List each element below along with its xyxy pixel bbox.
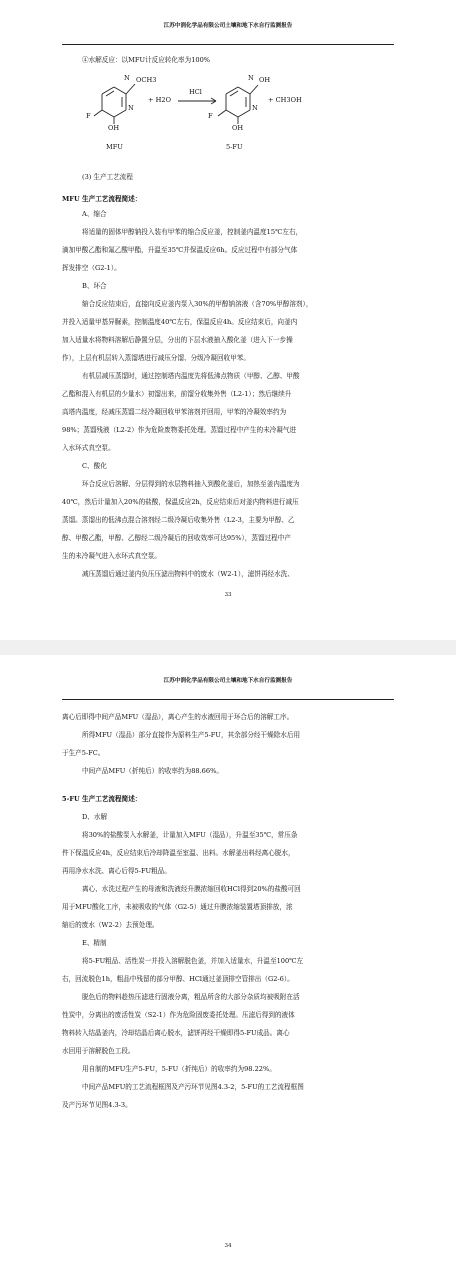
page-number: 33 <box>224 592 232 598</box>
paragraph-line: 将5-FU粗品、活性炭一并投入溶解脱色釜，并加入适量水，升温至100℃左 <box>82 957 304 965</box>
paragraph-line: 有机层减压蒸馏时，通过控制塔内温度先将低沸点物质（甲醇、乙醇、甲酸 <box>82 372 300 380</box>
paragraph-line: 于生产5-FC。 <box>62 749 105 757</box>
paragraph-line: 蒸馏。蒸馏出的低沸点混合溶剂经二级冷凝后收集外售（L2-3，主要为甲醇、乙 <box>62 516 295 524</box>
paragraph-line: 40℃，然后计量加入20%的盐酸，保温反应2h，反应结束后对釜内物料进行减压 <box>62 498 299 506</box>
mfu-n-top: N <box>124 74 130 82</box>
fu-fluorine: F <box>208 112 213 120</box>
mfu-hydroxyl: OH <box>108 124 120 132</box>
paragraph-line: 中间产品MFU（折纯后）的收率约为88.66%。 <box>82 767 223 775</box>
paragraph-line: 缩后的废水（W2-2）去预处理。 <box>62 921 159 929</box>
paragraph-line: 入水环式真空泵。 <box>62 444 115 452</box>
step-heading: A、缩合 <box>82 210 107 218</box>
page-header: 江苏中润化学品有限公司土壤和地下水自行监测报告 <box>163 23 293 29</box>
paragraph-line: 再用净水水洗、离心后得5-FU粗品。 <box>62 867 171 875</box>
fu-hydroxyl-bottom: OH <box>232 124 244 132</box>
paragraph-line: 用于MFU酸化工序，未被吸收的气体（G2-5）通过升膜浓缩装置塔顶排放，浓 <box>62 903 293 911</box>
paragraph-line: 及产污环节见图4.3-3。 <box>62 1101 132 1109</box>
paragraph-line: 作），上层有机层转入蒸馏塔进行减压分馏、分级冷凝回收甲苯。 <box>62 354 250 362</box>
paragraph-line: 中间产品MFU的工艺流程框图及产污环节见图4.3-2，5-FU的工艺流程框图 <box>82 1083 304 1091</box>
label-mfu: MFU <box>106 143 123 151</box>
paragraph-line: 离心、水洗过程产生的母液和洗液经升膜浓缩回收HCl得到20%的盐酸可回 <box>82 885 301 893</box>
paragraph-line: 性炭中，分离出的废活性炭（S2-1）作为危险固废委托处理。压滤后得到的液体 <box>62 1011 295 1019</box>
paragraph-line: 所得MFU（湿品）部分直接作为原料生产5-FU，其余部分经干燥除水后用 <box>82 731 301 739</box>
step-heading: D、水解 <box>82 813 108 821</box>
paragraph-line: 脱色后的物料趁热压滤进行固液分离，粗品所含的大部分杂质均被吸附在活 <box>82 993 300 1001</box>
step-heading: E、精制 <box>82 939 107 947</box>
paragraph-line: 将适量的固体甲醇钠投入装有甲苯的缩合反应釜，控制釜内温度15℃左右， <box>82 228 303 236</box>
paragraph-line: 滴加甲酸乙酯和氟乙酸甲酯，升温至35℃并保温反应6h。反应过程中有部分气体 <box>62 246 298 254</box>
section-heading: (3) 生产工艺流程 <box>82 173 133 181</box>
mfu-n-bottom: N <box>128 104 134 112</box>
paragraph-line: 加入适量水将物料溶解后静置分层，分出的下层水液抽入酸化釜（进入下一步操 <box>62 336 293 344</box>
paragraph-line: 并投入适量甲基异脲素，控制温度40℃左右，保温反应4h。反应结束后，向釜内 <box>62 318 298 326</box>
paragraph-line: 环合反应后溶解、分层得到的水层物料抽入到酸化釜后，加热至釜内温度为 <box>82 480 300 488</box>
fu-n-bottom: N <box>252 104 258 112</box>
paragraph-line: 用自制的MFU生产5-FU，5-FU（折纯后）的收率约为98.22%。 <box>82 1065 276 1073</box>
methanol-term: + CH3OH <box>268 96 302 104</box>
paragraph-line: 右，回流脱色1h，粗品中残留的部分甲醇、HCl通过釜顶排空管排出（G2-6）。 <box>62 975 294 983</box>
mfu-fluorine: F <box>86 112 91 120</box>
paragraph-line: 减压蒸馏后通过釜内负压压滤出物料中的废水（W2-1），滤饼再经水洗、 <box>82 570 294 578</box>
section-subheading: MFU 生产工艺流程简述： <box>62 195 142 203</box>
paragraph-line: 生的未冷凝气进入水环式真空泵。 <box>62 552 161 560</box>
paragraph-line: 物料转入结晶釜内，冷却结晶后离心脱水，滤饼再经干燥即得5-FU成品。离心 <box>62 1029 290 1037</box>
fu-hydroxyl-top: OH <box>259 76 271 84</box>
paragraph-line: 件下保温反应4h，反应结束后冷却降温至室温、出料。水解釜出料经离心脱水， <box>62 849 295 857</box>
paragraph-line: 高塔内温度，经减压蒸馏二经冷凝回收甲苯溶剂并回用，甲苯的冷凝效率约为 <box>62 408 287 416</box>
paragraph-line: 缩合反应结束后，直接向反应釜内泵入30%的甲醇钠溶液（含70%甲醇溶剂）， <box>82 300 313 308</box>
page-number: 34 <box>224 1243 232 1249</box>
mfu-substituent: OCH3 <box>136 76 157 84</box>
catalyst-label: HCl <box>189 88 202 96</box>
paragraph-line: 水回用于溶解脱色工段。 <box>62 1047 135 1055</box>
paragraph-line: 离心后即得中间产品MFU（湿品），离心产生的水液回用于环合后的溶解工序。 <box>62 713 294 721</box>
water-term: + H2O <box>148 96 171 104</box>
reaction-bonds <box>0 0 456 160</box>
header-rule <box>62 699 394 700</box>
page-header: 江苏中润化学品有限公司土壤和地下水自行监测报告 <box>163 678 293 684</box>
page-34 <box>0 655 456 1280</box>
step-heading: C、酸化 <box>82 462 107 470</box>
label-5fu: 5-FU <box>226 143 243 151</box>
paragraph-line: 挥发排空（G2-1）。 <box>62 264 121 272</box>
reaction-title: ④水解反应：以MFU计反应转化率为100% <box>82 56 211 64</box>
paragraph-line: 98%；蒸馏残液（L2-2）作为危险废物委托处理。蒸馏过程中产生的未冷凝气进 <box>62 426 297 434</box>
paragraph-line: 乙酯和混入有机层的少量水）初馏出来，前馏分收集外售（L2-1）；然后继续升 <box>62 390 292 398</box>
paragraph-line: 醇、甲酸乙酯，甲醇、乙醇经二级冷凝后的回收效率可达95%），蒸馏过程中产 <box>62 534 291 542</box>
section-subheading: 5-FU 生产工艺流程简述： <box>62 795 142 803</box>
step-heading: B、环合 <box>82 282 107 290</box>
fu-n-top: N <box>248 74 254 82</box>
paragraph-line: 将30%的盐酸泵入水解釜，计量加入MFU（湿品），升温至35℃，常压条 <box>82 831 298 839</box>
